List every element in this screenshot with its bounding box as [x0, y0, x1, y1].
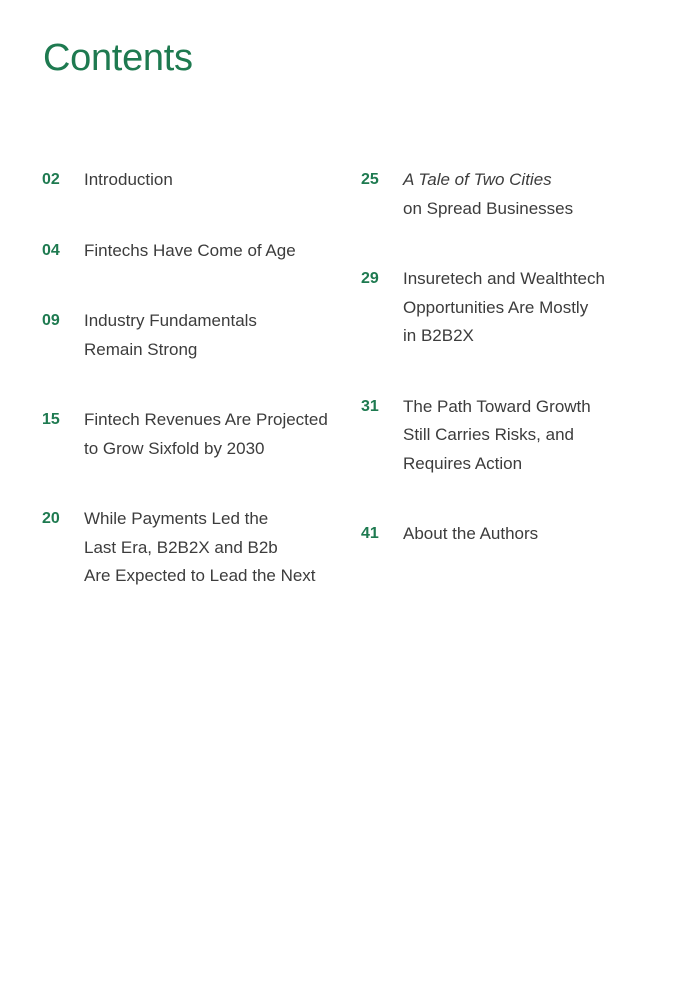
toc-entry-title-line: to Grow Sixfold by 2030	[84, 438, 265, 458]
toc-page-number: 04	[42, 241, 60, 259]
toc-entry-title	[403, 393, 591, 479]
toc-entry-title	[403, 520, 538, 549]
toc-page-number: 29	[361, 270, 379, 287]
toc-entry-title-line: While Payments Led the	[84, 509, 269, 528]
toc-entry-title-line: Remain Strong	[84, 339, 198, 359]
toc-entry-title	[84, 166, 173, 195]
contents-column-left	[42, 166, 352, 591]
toc-entry-title-line: Are Expected to Lead the Next	[84, 566, 316, 585]
toc-entry-title-line: Introduction	[84, 170, 173, 189]
toc-entry-title	[403, 166, 573, 223]
toc-entry-title-line: Fintech Revenues Are Projected	[84, 410, 328, 429]
toc-entry-title-line: A Tale of Two Cities	[403, 170, 552, 189]
toc-entry-title-line: Requires Action	[403, 453, 523, 473]
page-title: Contents	[43, 37, 193, 79]
toc-page-number: 02	[42, 171, 60, 188]
toc-entry-insuretech-wealthtech[interactable]	[361, 265, 671, 351]
toc-entry-title-line: on Spread Businesses	[403, 198, 574, 218]
toc-entry-path-toward-growth[interactable]	[361, 393, 671, 479]
toc-entry-title	[84, 505, 316, 591]
toc-entry-title	[84, 406, 328, 463]
toc-entry-payments-led-last-era[interactable]	[42, 505, 352, 591]
toc-entry-title-line: Fintechs Have Come of Age	[84, 240, 296, 260]
toc-entry-title-line: in B2B2X	[403, 326, 474, 345]
toc-entry-fintechs-come-of-age[interactable]	[42, 237, 352, 266]
toc-page-number: 15	[42, 411, 60, 428]
toc-entry-title	[84, 237, 296, 266]
toc-entry-fintech-revenues[interactable]	[42, 406, 352, 463]
toc-entry-title-line: Last Era, B2B2X and B2b	[84, 537, 278, 557]
toc-entry-title-line: About the Authors	[403, 524, 539, 543]
toc-entry-title	[84, 307, 257, 364]
toc-entry-title	[403, 265, 605, 351]
toc-entry-about-the-authors[interactable]	[361, 520, 671, 549]
toc-entry-title-line: Opportunities Are Mostly	[403, 297, 589, 317]
toc-page-number: 20	[42, 510, 60, 527]
toc-page-number: 31	[361, 397, 379, 415]
toc-entry-introduction[interactable]	[42, 166, 352, 195]
toc-page-number: 09	[42, 312, 60, 329]
toc-entry-industry-fundamentals[interactable]	[42, 307, 352, 364]
toc-entry-tale-of-two-cities[interactable]	[361, 166, 671, 223]
toc-entry-title-line: The Path Toward Growth	[403, 396, 591, 416]
toc-page-number: 25	[361, 171, 379, 188]
toc-page-number: 41	[361, 525, 379, 542]
toc-entry-title-line: Still Carries Risks, and	[403, 425, 574, 444]
contents-column-right	[361, 166, 671, 549]
toc-entry-title-line: Industry Fundamentals	[84, 311, 257, 330]
toc-entry-title-line: Insuretech and Wealthtech	[403, 269, 605, 288]
